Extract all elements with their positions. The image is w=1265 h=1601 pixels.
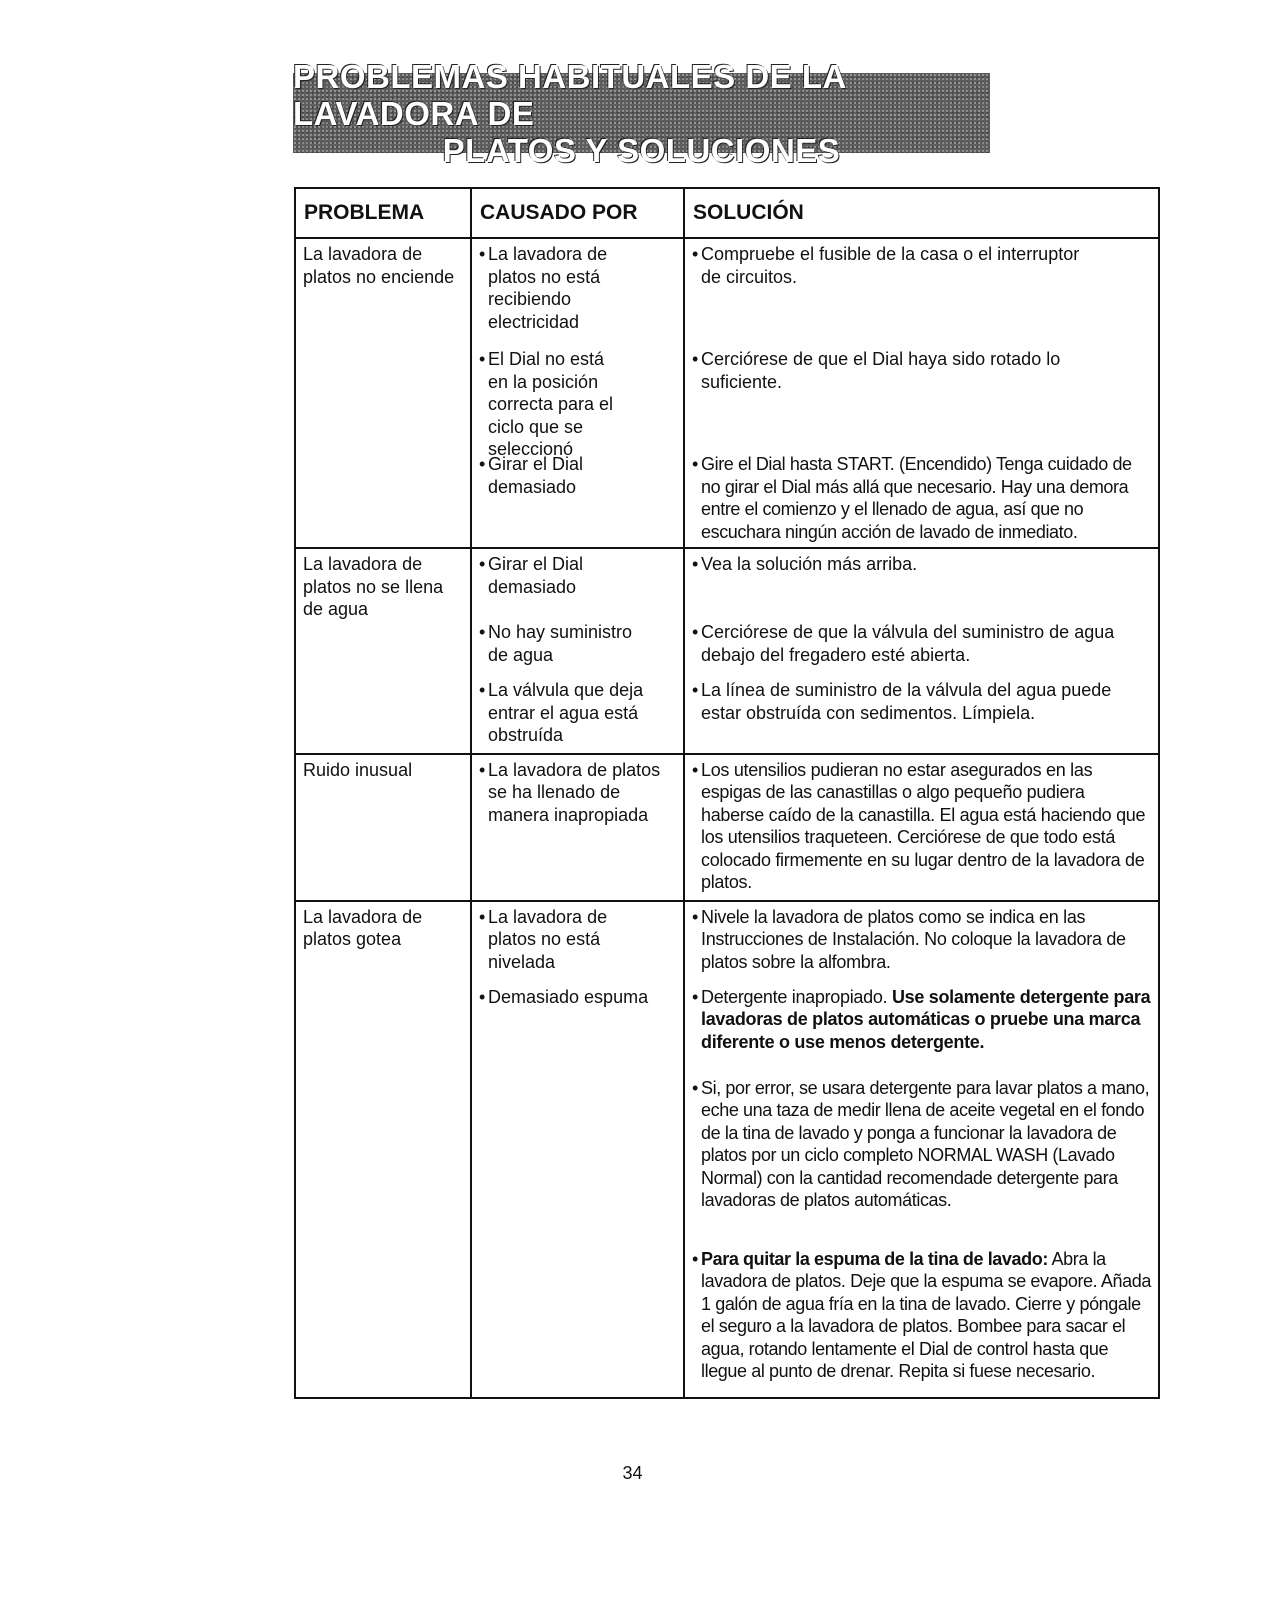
cause-item: • La lavadora de platos no está nivelada — [479, 906, 608, 972]
page-number: 34 — [622, 1463, 643, 1483]
title-line-2: PLATOS Y SOLUCIONES — [442, 131, 841, 169]
solution-item: • Cerciórese de que la válvula del suministro de agua debajo del fregadero esté abierta. — [692, 622, 1115, 665]
title-line-1: PROBLEMAS HABITUALES DE LA LAVADORA DE — [293, 57, 846, 132]
solution-item: • Gire el Dial hasta START. (Encendido) Tenga cuidado de no girar el Dial más allá que necesario. Hay una demora entre el comienzo y el llenado de agua, así que no escuchara ningún acción de lavado de inmediato. — [692, 454, 1132, 542]
problem-text: La lavadora de platos no enciende — [303, 244, 455, 287]
solution-item: • La línea de suministro de la válvula del agua puede estar obstruída con sedimentos. Límpiela. — [692, 680, 1112, 723]
solution-item: • Para quitar la espuma de la tina de lavado: Abra la lavadora de platos. Deje que la espuma se evapore. Añada 1 galón de agua fría en la tina de lavado. Cierre y póngale el seguro a la lavadora de platos. Bombee para sacar el agua, rotando lentamente el Dial de control hasta que llegue al punto de drenar. Repita si fuese necesario. — [692, 1248, 1151, 1381]
cause-item: • La válvula que deja entrar el agua está obstruída — [479, 680, 644, 745]
problem-text: La lavadora de platos no se llena de agua — [303, 554, 444, 619]
cause-item: • El Dial no está en la posición correcta para el ciclo que se seleccionó — [479, 349, 614, 459]
solution-item: • Nivele la lavadora de platos como se indica en las Instrucciones de Instalación. No coloque la lavadora de platos sobre la alfombra. — [692, 906, 1126, 972]
cause-cell — [471, 238, 684, 548]
solution-item: • Si, por error, se usara detergente para lavar platos a mano, eche una taza de medir llena de aceite vegetal en el fondo de la tina de lavado y ponga a funcionar la lavadora de platos por un ciclo completo NORMAL WASH (Lavado Normal) con la cantidad recomendade detergente para lavadoras de platos automáticas. — [692, 1077, 1150, 1210]
header-cause: CAUSADO POR — [471, 188, 684, 238]
table-header-row — [295, 188, 1159, 238]
table-row — [295, 238, 1159, 548]
cause-item: • Girar el Dial demasiado — [479, 454, 584, 497]
cause-cell — [471, 754, 684, 901]
cause-cell — [471, 901, 684, 1398]
problem-cell — [295, 238, 471, 548]
solution-item: • Vea la solución más arriba. — [692, 554, 918, 574]
table-row — [295, 548, 1159, 754]
solution-cell — [684, 238, 1159, 548]
header-problem: PROBLEMA — [295, 188, 471, 238]
table-row — [295, 901, 1159, 1398]
solution-cell — [684, 901, 1159, 1398]
cause-item: • No hay suministro de agua — [479, 622, 633, 665]
solution-item: • Compruebe el fusible de la casa o el interruptor de circuitos. — [692, 244, 1080, 287]
problem-text: La lavadora de platos gotea — [303, 906, 423, 949]
cause-cell — [471, 548, 684, 754]
solution-item: • Los utensilios pudieran no estar asegurados en las espigas de las canastillas o algo pequeño pudiera haberse caído de la canastilla. El agua está haciendo que los utensilios traqueteen. Cerciórese de que todo está colocado firmemente en su lugar dentro de la lavadora de platos. — [692, 759, 1146, 892]
solution-cell — [684, 754, 1159, 901]
problem-text: Ruido inusual — [303, 759, 413, 780]
cause-item: • Girar el Dial demasiado — [479, 554, 584, 597]
cause-item: • Demasiado espuma — [479, 986, 649, 1007]
table-row — [295, 754, 1159, 901]
problem-cell — [295, 548, 471, 754]
solution-cell — [684, 548, 1159, 754]
troubleshooting-table — [294, 187, 1160, 1399]
title-banner — [293, 57, 990, 169]
cause-item: • La lavadora de platos se ha llenado de manera inapropiada — [479, 759, 661, 825]
cause-item: • La lavadora de platos no está recibiendo electricidad — [479, 244, 608, 332]
header-solution: SOLUCIÓN — [684, 188, 1159, 238]
solution-item: • Detergente inapropiado. Use solamente detergente para lavadoras de platos automáticas o pruebe una marca diferente o use menos detergente. — [692, 986, 1151, 1052]
problem-cell — [295, 901, 471, 1398]
solution-item: • Cerciórese de que el Dial haya sido rotado lo suficiente. — [692, 349, 1061, 392]
problem-cell — [295, 754, 471, 901]
